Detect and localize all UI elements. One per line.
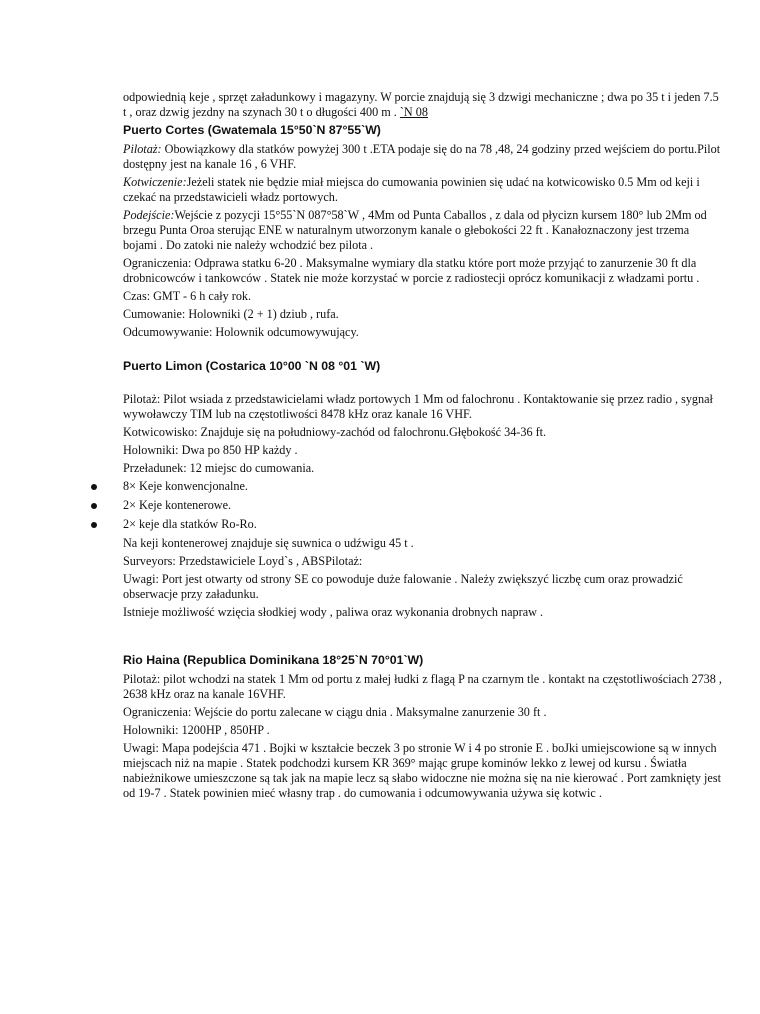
list-item (108, 479, 708, 494)
puerto-limon-pilotaz: Pilotaż: Pilot wsiada z przedstawicielami władz portowych 1 Mm od falochronu . Kontaktowanie się przez radio , sygnał wywoławczy TIM lub na częstotliwości 8478 kHz oraz kanale 16 VHF. (123, 392, 713, 421)
quay-list (123, 479, 723, 532)
kotwiczenie-text: Jeżeli statek nie będzie miał miejsca do cumowania powinien się udać na kotwicowisko 0.5 Mm od keji i czekać na przedstawicieli władz portowych. (123, 175, 700, 204)
puerto-limon-suwnica: Na keji kontenerowej znajduje się suwnica o udźwigu 45 t . (123, 536, 414, 550)
rio-haina-uwagi: Uwagi: Mapa podejścia 471 . Bojki w kształcie beczek 3 po stronie W i 4 po stronie E . boJki umiejscowione są w innych miejscach niż na mapie . Statek podchodzi kursem KR 369° mając grupe kominów lekko z lewej od kursu . Światła nabieżnikowe umieszczone są tak jak na mapie lecz są słabo widoczne nie można się na nie kierować . Port zamknięty jest od 19-7 . Statek powinien mieć własny trap . do cumowania i odcumowywania używa się kotwic . (123, 741, 721, 800)
puerto-cortes-cumowanie: Cumowanie: Holowniki (2 + 1) dziub , rufa. (123, 307, 339, 321)
list-item (108, 517, 708, 532)
puerto-cortes-pilotaz (123, 142, 723, 172)
section-spacer (123, 378, 723, 392)
puerto-limon-kotwicowisko: Kotwicowisko: Znajduje się na południowy-zachód od falochronu.Głębokość 34-36 ft. (123, 425, 547, 439)
podejscie-label: Podejście: (123, 208, 175, 222)
list-item-text: 2× keje dla statków Ro-Ro. (123, 517, 257, 531)
list-item-text: 8× Keje konwencjonalne. (123, 479, 248, 493)
list-item (108, 498, 708, 513)
pilotaz-text: Obowiązkowy dla statków powyżej 300 t .ETA podaje się do na 78 ,48, 24 godziny przed wejściem do portu.Pilot dostępny jest na kanale 16 , 6 VHF. (123, 142, 721, 171)
puerto-limon-uwagi: Uwagi: Port jest otwarty od strony SE co powoduje duże falowanie . Należy zwiększyć liczbę cum oraz prowadzić obserwacje przy załadunku. (123, 572, 683, 601)
bullet-icon (91, 484, 97, 490)
bullet-icon (91, 522, 97, 528)
puerto-limon-przeladunek: Przeładunek: 12 miejsc do cumowania. (123, 461, 315, 475)
puerto-cortes-czas: Czas: GMT - 6 h cały rok. (123, 289, 252, 303)
intro-text: odpowiednią keje , sprzęt załadunkowy i magazyny. W porcie znajdują się 3 dzwigi mechaniczne ; dwa po 35 t i jeden 7.5 t , oraz dzwig jezdny na szynach 30 t o długości 400 m . (123, 90, 719, 119)
puerto-cortes-podejscie (123, 208, 723, 253)
puerto-limon-surveyors: Surveyors: Przedstawiciele Loyd`s , ABSPilotaż: (123, 554, 363, 568)
kotwiczenie-label: Kotwiczenie: (123, 175, 187, 189)
puerto-limon-istnieje: Istnieje możliwość wzięcia słodkiej wody , paliwa oraz wykonania drobnych napraw . (123, 605, 543, 619)
rio-haina-pilotaz: Pilotaż: pilot wchodzi na statek 1 Mm od portu z małej łudki z flagą P na czarnym tle . kontakt na częstotliwościach 2738 , 2638 kHz oraz na kanale 16VHF. (123, 672, 722, 701)
puerto-cortes-heading: Puerto Cortes (Gwatemala 15°50`N 87°55`W) (123, 123, 381, 137)
list-item-text: 2× Keje kontenerowe. (123, 498, 232, 512)
rio-haina-holowniki: Holowniki: 1200HP , 850HP . (123, 723, 270, 737)
section-spacer (123, 343, 723, 359)
puerto-cortes-ograniczenia: Ograniczenia: Odprawa statku 6-20 . Maksymalne wymiary dla statku które port może przyjąć to zanurzenie 30 ft dla drobnicowców i tankowców . Statek nie może korzystać w porcie z radiostecji oprócz komunikacji z władzami portu . (123, 256, 700, 285)
rio-haina-ograniczenia: Ograniczenia: Wejście do portu zalecane w ciągu dnia . Maksymalne zanurzenie 30 ft . (123, 705, 547, 719)
intro-paragraph (123, 90, 723, 120)
podejscie-text: Wejście z pozycji 15°55`N 087°58`W , 4Mm od Punta Caballos , z dala od płycizn kursem 180° lub 2Mm od brzegu Punta Oroa sterując ENE w naturalnym utworzonym kanale o głebokości 22 ft . Kanałoznaczony jest trzema bojami . Do zatoki nie należy wchodzić bez pilota . (123, 208, 707, 252)
document-body (123, 90, 723, 804)
puerto-limon-heading: Puerto Limon (Costarica 10°00 `N 08 °01 `W) (123, 359, 381, 373)
puerto-limon-holowniki: Holowniki: Dwa po 850 HP każdy . (123, 443, 298, 457)
pilotaz-label: Pilotaż: (123, 142, 162, 156)
rio-haina-heading: Rio Haina (Republica Dominikana 18°25`N 70°01`W) (123, 653, 424, 667)
bullet-icon (91, 503, 97, 509)
section-spacer (123, 623, 723, 653)
puerto-cortes-odcumowywanie: Odcumowywanie: Holownik odcumowywujący. (123, 325, 359, 339)
intro-reference-link[interactable]: `N 08 (399, 105, 428, 119)
puerto-cortes-kotwiczenie (123, 175, 723, 205)
